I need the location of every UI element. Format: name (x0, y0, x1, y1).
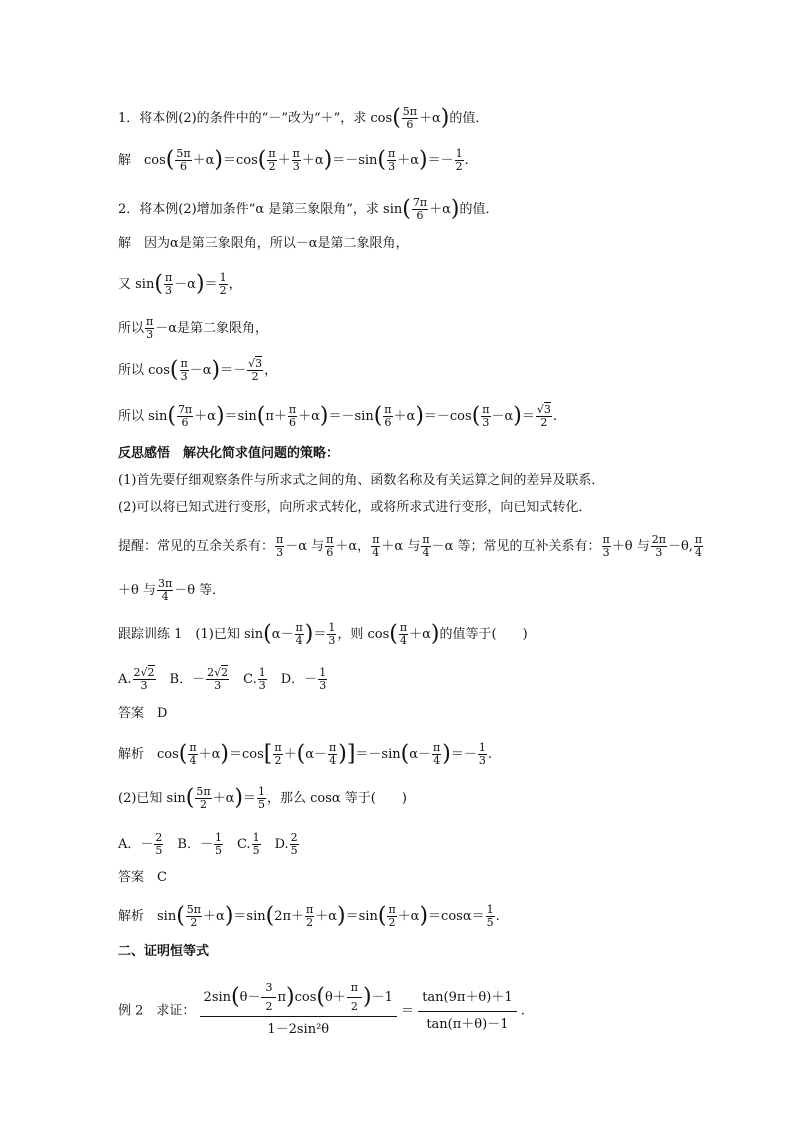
practice-1-options-2: A．－ $\frac{2}{5}$ B．－ $\frac{1}{5}$ C. $\frac{1}{5}$ D. $\frac{2}{5}$ (118, 831, 298, 857)
exercise-1-question: 1．将本例(2)的条件中的“－”改为“＋”，求 cos( $\frac{5\pi}{6}$ ＋α)的值． (118, 105, 489, 131)
reminder-line-1: 提醒：常见的互余关系有： $\frac{\pi}{3}$ －α 与 $\frac{\pi}{6}$ ＋α， $\frac{\pi}{4}$ ＋α 与 $\frac{\pi}{4}$ －α 等；常见的互补关系有： $\frac{\pi}{3}$ ＋θ 与 $\frac{2\pi}{3}$ －θ, $\frac{\pi}{4}$ (118, 533, 703, 559)
practice-1-answer-2: 答案 C (118, 870, 167, 885)
exercise-2-solution-line-5: 所以 sin( $\frac{7\pi}{6}$ ＋α)＝sin(π＋ $\frac{\pi}{6}$ ＋α)＝－sin( $\frac{\pi}{6}$ ＋α)＝－cos( $\frac{\pi}{3}$ －α)＝ $\frac{√3}{2}$ . (118, 403, 558, 429)
exercise-1-solution: 解 cos( $\frac{5\pi}{6}$ ＋α)＝cos( $\frac{\pi}{2}$ ＋ $\frac{\pi}{3}$ ＋α)＝－sin( $\frac{\pi}{3}$ ＋α)＝－ $\frac{1}{2}$ . (118, 147, 469, 173)
reminder-line-2: ＋θ 与 $\frac{3\pi}{4}$ －θ 等． (118, 577, 226, 603)
section-heading-prove-identities: 二、证明恒等式 (118, 944, 210, 959)
exercise-2-solution-line-2: 又 sin( $\frac{\pi}{3}$ －α)＝ $\frac{1}{2}$ ， (118, 271, 242, 297)
reflection-point-2: (2)可以将已知式进行变形，向所求式转化，或将所求式进行变形，向已知式转化． (118, 500, 592, 515)
practice-1-answer-1: 答案 D (118, 706, 168, 721)
exercise-2-solution-line-3: 所以 $\frac{\pi}{3}$ －α是第二象限角， (118, 315, 269, 341)
exercise-2-solution-line-4: 所以 cos( $\frac{\pi}{3}$ －α)＝－ $\frac{√3}{2}$ ， (118, 357, 278, 383)
practice-1-question-1: 跟踪训练 1 (1)已知 sin(α－ $\frac{\pi}{4}$ )＝ $\frac{1}{3}$ ，则 cos( $\frac{\pi}{4}$ ＋α)的值等于( ) (118, 621, 528, 647)
practice-1-analysis-1: 解析 cos( $\frac{\pi}{4}$ ＋α)＝cos[ $\frac{\pi}{2}$ ＋(α－ $\frac{\pi}{4}$ )]＝－sin(α－ $\frac{\pi}{4}$ )＝－ $\frac{1}{3}$ . (118, 741, 492, 767)
example-2: 例 2 求证： 2sin(θ－ $\frac{3}{2}$ π)cos(θ＋ $\frac{\pi}{2}$ )－1 1－2sin²θ ＝ $\frac{\tan(9\pi+\theta)+1}{\tan(\pi+\theta)-1}$ . (118, 981, 525, 1037)
practice-1-options-1: A. $\frac{2√2}{3}$ B．－ $\frac{2√2}{3}$ C. $\frac{1}{3}$ D．－ $\frac{1}{3}$ (118, 666, 327, 692)
practice-1-analysis-2: 解析 sin( $\frac{5\pi}{2}$ ＋α)＝sin(2π＋ $\frac{\pi}{2}$ ＋α)＝sin( $\frac{\pi}{2}$ ＋α)＝cosα＝ $\frac{1}{5}$ . (118, 903, 500, 929)
exercise-2-question: 2．将本例(2)增加条件“α 是第三象限角”，求 sin( $\frac{7\pi}{6}$ ＋α)的值． (118, 196, 499, 222)
practice-1-question-2: (2)已知 sin( $\frac{5\pi}{2}$ ＋α)＝ $\frac{1}{5}$ ，那么 cosα 等于( ) (118, 785, 407, 811)
exercise-2-solution-line-1: 解 因为α是第三象限角，所以－α是第二象限角， (118, 236, 409, 251)
reflection-heading: 反思感悟 解决化简求值问题的策略： (118, 446, 340, 461)
reflection-point-1: (1)首先要仔细观察条件与所求式之间的角、函数名称及有关运算之间的差异及联系． (118, 473, 605, 488)
